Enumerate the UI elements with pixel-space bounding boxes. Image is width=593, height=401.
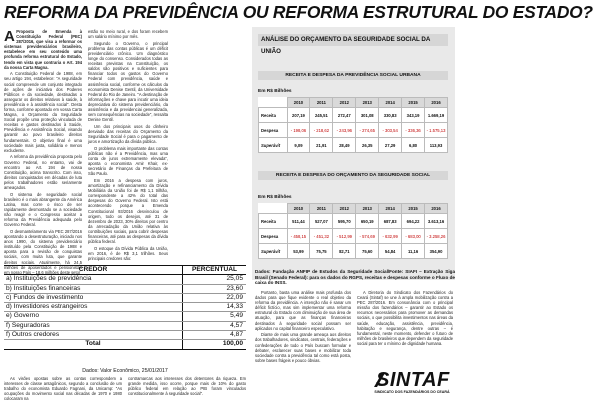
- table-total-row: Total 100,00: [4, 340, 246, 349]
- table-row: e) Governo 5,49: [4, 312, 246, 321]
- seguridade-unit-label: Em R$ Bilhões: [258, 195, 292, 200]
- article-paragraph: A Constituição Federal de 1988, em seu artigo 194, estabelece: "A seguridade social compreende um conjunto integrado de ações de iniciativa dos Poderes Públicos e da sociedade, destinadas a assegurar os direitos relativos à saúde, à previdência e à assistência social". Desta forma, conforme apontado em vossa Carta Magna, o Orçamento da Seguridade Social propõe uma proteção vinculada de receitas e gastos destinados à Saúde, Previdência e Assistência Social, visando garantir ao povo brasileiro direitos fundamentais. O objetivo final é uma sociedade mais justa, solidária e menos excludente.: [4, 71, 82, 153]
- table-row: f) Outros credores 4,87: [4, 331, 246, 340]
- table-row: a) Instituições de previdência 25,05: [4, 275, 246, 284]
- article-column-2: [88, 29, 168, 261]
- article-paragraph: Em 2016 a despesa com juros, amortização e refinanciamento da Dívida Mobiliária da União foi de R$ 1,1 trilhão, correspondente a 42% do total das despesas do Governo Federal. Isto está acontecendo porque a Emenda Constitucional 93/2016 desvinculou de origem, todo os desejos, até 31 de dezembro de 2023, 30% direitos por centro da arrecadação da União relativa às contribuições sociais, para cobrir despesas financeiras, até para as despesas da dívida pública federal.: [88, 178, 168, 245]
- panel-source-note: Dados: Fundação ANFIP de Estudos da Seguridade Social/Fonte: SIAFI – Extração Siga Brasil (Senado Federal): para os dados do RGPS, receitas e despesas conforme o Fluxo de caixa do INSS.: [255, 269, 455, 286]
- article-paragraph: estão no meio rural, e dos foram recebem um salário mínimo por mês.: [88, 29, 168, 40]
- urban-budget-table: [258, 97, 448, 153]
- article-paragraph: A reforma da previdência proposta pelo Governo Federal, no entanto, vai de encontro ao Art. 194 de nossa Constituição, acima transcrito. Com isso, direitos conquistados em décadas de luta pelos trabalhadores estão seriamente ameaçados.: [4, 154, 82, 190]
- article-column-1: [4, 27, 82, 275]
- article-paragraph: O estoque da Dívida Pública da União, em 2016, é de R$ 3,1 trilhões. Seus principais credores são:: [88, 245, 168, 261]
- table-row: b) Instituições financeiras 23,60: [4, 284, 246, 293]
- article-bottom-col-1: As visões opostas sobre as contas correspondem a interesses de classe antagônicos, segundo a conclusão de um trabalho do economista Eduardo Fagnani, da Unicamp: "As ocupações do movimento social nas décadas de 1970 e 1980 colocaram na: [4, 376, 122, 401]
- table-row: Superávit 53,99 75,75 82,71 75,60 54,84 11,16 354,90: [259, 244, 448, 259]
- page-headline: REFORMA DA PREVIDÊNCIA OU REFORMA ESTRUTURAL DO ESTADO?: [4, 2, 593, 22]
- seguridade-table-title: RECEITA E DESPESA DO ORÇAMENTO DA SEGURIDADE SOCIAL: [258, 171, 448, 180]
- article-column-3: Portanto, basta uma análise mais profunda dos dados para que fique evidente o real objetivo da reforma da previdência. A intenção não é sanar um déficit fictício, mas sim implementar uma reforma estrutural do Estado com diminuição de sua área de atuação, para que as finanças financeiras destinados à seguridade social possam ser aplicados no capital financeiro especulativo. Diante de mais uma grande ameaça aos direitos dos trabalhadores, sindicatos, centrais, federações e confederações de todo o País buscam formular e debater, esclarecer suas bases e mobilizar toda sociedade contra a previdência tal como está posta, sobre bases frágeis e pouco óbvias.: [255, 290, 351, 363]
- table-row: Receita 207,19 245,51 272,47 301,08 330,83 343,19 1.669,19: [259, 108, 448, 123]
- article-column-4: A Diretoria do Sindicato dos Fazendários do Ceará (Sintaf) se une à ampla mobilização contra a PEC 287/2016. Em consonância com o principal missão dos fazendários – garantir ao Estado os recursos necessários para promover as demandas sociais, o que possibilita investimentos nas áreas da saúde, educação, assistência, previdência, habitação e segurança, dentre outras – é fundamental, neste momento, defender o futuro de milhões de brasileiros que dependem da seguridade social para ter o mínimo de dignidade humana.: [357, 290, 453, 346]
- table-header-row: 2010 2011 2012 2013 2014 2015 2016: [259, 204, 448, 214]
- article-lead: A Proposta de Emenda à Constituição Federal (PEC) 287/2016, que visa a reformar os sistemas previdenciários brasileiro, estabelece em seu conteúdo uma profunda reforma estrutural do Estado, tendo em vista que contraria o Art. 194 da nossa Carta Magna.: [4, 27, 82, 70]
- table-row: Despesa - 198,06 - 218,62 - 243,96 - 274,65 - 303,54 - 336,36 - 1.575,13: [259, 123, 448, 138]
- article-paragraph: Um dos principais usos do dinheiro desviado das receitas do Orçamento da Seguridade Social é para o pagamento de juros e amortização da dívida pública.: [88, 123, 168, 145]
- urban-table-title: RECEITA E DESPESA DA PREVIDÊNCIA SOCIAL URBANA: [258, 71, 448, 80]
- article-paragraph: Segundo o Governo, o principal problema das contas públicas é um déficit previdenciário crônico. Um diagnóstico longe do consenso. Considerados todas as receitas previstas na Constituição, os saldos são positivos e suficientes para financiar todos os gastos do Governo Federal com previdência, saúde e assistência social, conforme os cálculos da economista Denise Gentil, da Universidade Federal do Rio de Janeiro. "A destinação de informações e chave para incutir uma ideia depreciativa do sistema previdenciário, da assistência e da previdenciai generalizada, sem consequências na sociedade", ressalta Denise Gentil.: [88, 40, 168, 123]
- article-paragraph: O desmantelamento via PEC 287/2016 apontando a desestruturação, iniciado nos anos 1990, do sistema previdenciário instituído pela Constituição de 1988 e aponta para a revisão de conquistas sociais, com muita luta, que garante direitos sociais. Atualmente, há 24,5 milhões de aposentados e pensionistas em nosso País – 18,6 milhões deste setor: [4, 228, 82, 275]
- table-header-row: 2010 2011 2012 2013 2014 2015 2016: [259, 98, 448, 108]
- column-header: PERCENTUAL: [183, 266, 247, 275]
- table-row: Superávit 9,09 21,91 28,49 26,35 27,29 6,80 113,93: [259, 138, 448, 153]
- table-source: Dados: Valor Econômico, 25/01/2017: [82, 368, 168, 374]
- logo-tagline: SINDICATO DOS FAZENDÁRIOS DO CEARÁ: [374, 390, 450, 394]
- panel-title: ANÁLISE DO ORÇAMENTO DA SEGURIDADE SOCIAL DA UNIÃO: [258, 34, 448, 46]
- column-header: CREDOR: [4, 266, 183, 275]
- drop-cap: A: [4, 27, 15, 45]
- table-row: d) Investidores estrangeiros 14,33: [4, 303, 246, 312]
- table-row: c) Fundos de investimento 22,09: [4, 293, 246, 302]
- table-header-row: [4, 266, 246, 275]
- table-row: Receita 511,44 527,07 595,70 650,19 687,83 694,22 3.613,16: [259, 214, 448, 229]
- article-paragraph: O problema mais importante das contas públicas não é a Previdência, mas uma conta de juros extremamente elevada", aponta o economista Amir Khair, ex-secretário de Finanças da Prefeitura de São Paulo.: [88, 145, 168, 177]
- article-paragraph: O sistema de seguridade social brasileiro é o mais abrangente da América Latina, mas corre o risco de ser rapidamente desmontado se a sociedade não reagir e o Congresso aceitar a reforma da Previdência adequada pelo Governo Federal.: [4, 191, 82, 228]
- table-row: Despesa - 458,15 - 451,32 - 512,99 - 574,69 - 632,99 - 683,00 - 3.258,26: [259, 229, 448, 244]
- article-bottom-col-2: contramarcas aos interesses dos detentores da riqueza. Em grande medida, isso ocorre, porque mais de 10% do gasto público federal em relação ao PIB foram vinculados constitucionalmente à seguridade social".: [128, 376, 246, 397]
- sintaf-logo: [372, 370, 452, 398]
- seguridade-budget-table: [258, 203, 448, 259]
- table-row: f) Seguradoras 4,57: [4, 321, 246, 330]
- urban-unit-label: Em R$ Bilhões: [258, 89, 292, 94]
- creditors-table: [4, 265, 246, 350]
- logo-wordmark: SINTAF: [376, 369, 450, 391]
